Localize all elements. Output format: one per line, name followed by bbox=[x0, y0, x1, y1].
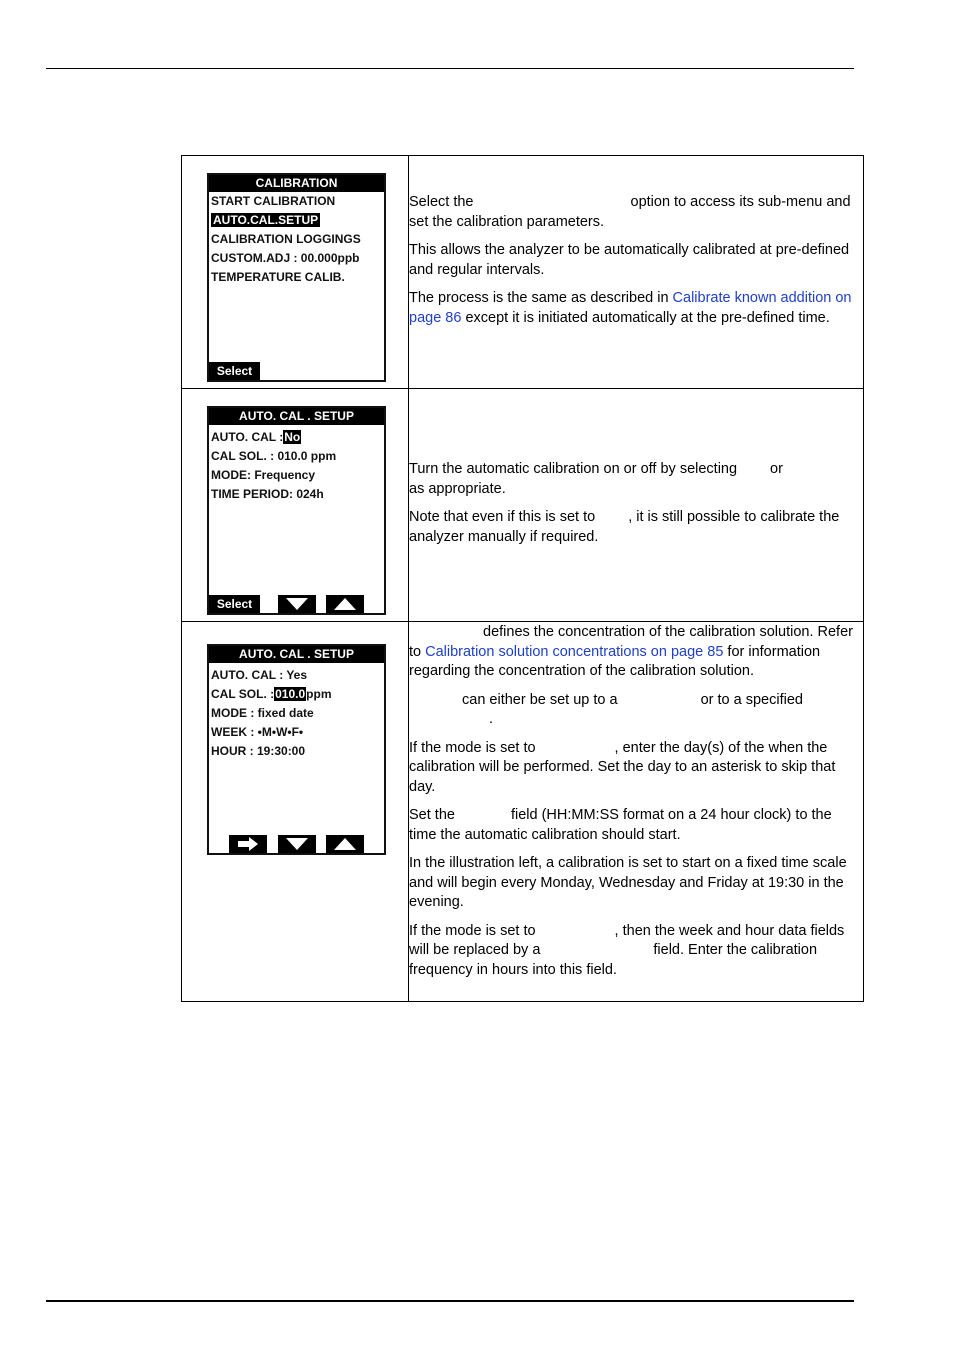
text-span: option to access its sub-menu and set the calibration parameters. bbox=[409, 194, 851, 230]
paragraph bbox=[409, 623, 863, 682]
lcd-calibration-menu bbox=[207, 173, 386, 382]
lcd-title: AUTO. CAL . SETUP bbox=[209, 408, 384, 425]
text-span: as appropriate. bbox=[409, 480, 506, 497]
cross-reference-link[interactable]: Calibrate known addition on page 86 bbox=[409, 290, 852, 326]
text-span: Turn the automatic calibration on or off by selecting bbox=[409, 461, 738, 477]
lcd-menu-item-selected bbox=[209, 211, 384, 230]
paragraph bbox=[409, 289, 863, 328]
text-span: or bbox=[770, 461, 783, 477]
text-span: Select the bbox=[409, 194, 474, 210]
lcd-field-cal-sol bbox=[209, 685, 384, 704]
lcd-label: AUTO. CAL : bbox=[211, 430, 284, 444]
lcd-auto-cal-setup-off bbox=[207, 406, 386, 615]
text-span: , enter the day(s) of the bbox=[614, 739, 765, 756]
text-span: or to a specified bbox=[700, 691, 803, 708]
lcd-field-mode: MODE: Frequency bbox=[211, 468, 316, 482]
lcd-field-auto-cal bbox=[209, 428, 384, 447]
lcd-softkey-bar bbox=[209, 361, 384, 380]
up-arrow-icon bbox=[326, 595, 364, 613]
lcd-field-week: WEEK : •M•W•F• bbox=[211, 725, 304, 739]
paragraph bbox=[409, 806, 863, 845]
screen-illustration-cell bbox=[182, 389, 409, 622]
paragraph: This allows the analyzer to be automatically calibrated at pre-defined and regular intervals. bbox=[409, 242, 850, 278]
text-span: defines the concentration of the calibration solution. Refer to bbox=[409, 624, 853, 660]
lcd-field-cal-sol: CAL SOL. : 010.0 ppm bbox=[211, 449, 337, 463]
right-arrow-icon bbox=[229, 835, 267, 853]
cross-reference-link[interactable]: Calibration solution concentrations on page 85 bbox=[425, 643, 724, 660]
procedure-table bbox=[181, 155, 864, 1002]
lcd-title: AUTO. CAL . SETUP bbox=[209, 646, 384, 663]
lcd-menu-item: START CALIBRATION bbox=[211, 194, 336, 208]
lcd-menu-item: CUSTOM.ADJ : 00.000ppb bbox=[211, 251, 360, 265]
screen-illustration-cell bbox=[182, 156, 409, 389]
text-span: when the calibration will be performed. Set the day to an asterisk to skip that day. bbox=[409, 739, 836, 795]
lcd-menu-item: CALIBRATION LOGGINGS bbox=[211, 232, 361, 246]
table-row bbox=[182, 622, 864, 1002]
lcd-menu-item: TEMPERATURE CALIB. bbox=[211, 270, 345, 284]
paragraph bbox=[409, 460, 863, 499]
lcd-value-selected: No bbox=[284, 430, 301, 444]
text-span: for information regarding the concentration of the calibration solution. bbox=[409, 643, 821, 679]
screen-illustration-cell bbox=[182, 622, 409, 1002]
paragraph bbox=[409, 691, 863, 730]
header-rule bbox=[46, 68, 854, 69]
lcd-field-hour: HOUR : 19:30:00 bbox=[211, 744, 306, 758]
paragraph bbox=[409, 739, 863, 798]
text-span: field. Enter the calibration frequency in hours into this field. bbox=[409, 942, 818, 978]
text-span: can either be set up to a bbox=[462, 691, 618, 708]
paragraph bbox=[409, 193, 863, 232]
paragraph bbox=[409, 922, 863, 981]
text-span: , then the week and hour data fields will be replaced by a bbox=[409, 922, 845, 958]
instruction-cell bbox=[409, 389, 864, 622]
lcd-auto-cal-setup-on bbox=[207, 644, 386, 855]
lcd-menu-item-selected-text: AUTO.CAL.SETUP bbox=[213, 213, 319, 227]
text-span: If the mode is set to bbox=[409, 739, 536, 756]
text-span: Set the bbox=[409, 807, 455, 823]
text-span: field (HH:MM:SS format on a 24 hour clock) to the time the automatic calibration should start. bbox=[409, 807, 832, 843]
down-arrow-icon bbox=[278, 835, 316, 853]
paragraph bbox=[409, 508, 863, 547]
table-row bbox=[182, 389, 864, 622]
text-span: except it is initiated automatically at the pre-defined time. bbox=[465, 309, 830, 326]
instruction-cell bbox=[409, 156, 864, 389]
lcd-title: CALIBRATION bbox=[209, 175, 384, 192]
text-span: , it is still possible to calibrate the analyzer manually if required. bbox=[409, 509, 840, 545]
lcd-softkey-bar bbox=[209, 594, 384, 613]
paragraph: In the illustration left, a calibration is set to start on a fixed time scale and will begin every Monday, Wednesday and Friday at 19:30 in the evening. bbox=[409, 855, 847, 910]
footer-rule bbox=[46, 1300, 854, 1302]
down-arrow-icon bbox=[278, 595, 316, 613]
select-softkey: Select bbox=[209, 362, 260, 380]
text-span: . bbox=[489, 711, 494, 727]
text-span: If the mode is set to bbox=[409, 922, 536, 939]
lcd-field-time-period: TIME PERIOD: 024h bbox=[211, 487, 324, 501]
lcd-softkey-bar bbox=[209, 834, 384, 853]
text-span: The process is the same as described in bbox=[409, 290, 669, 306]
lcd-label: CAL SOL. : bbox=[211, 687, 275, 701]
up-arrow-icon bbox=[326, 835, 364, 853]
instruction-cell bbox=[409, 622, 864, 1002]
table-row bbox=[182, 156, 864, 389]
lcd-field-mode: MODE : fixed date bbox=[211, 706, 314, 720]
select-softkey: Select bbox=[209, 595, 260, 613]
lcd-unit: ppm bbox=[306, 687, 332, 701]
lcd-value-selected: 010.0 bbox=[275, 687, 306, 701]
lcd-field-auto-cal: AUTO. CAL : Yes bbox=[211, 668, 308, 682]
text-span: Note that even if this is set to bbox=[409, 509, 596, 525]
